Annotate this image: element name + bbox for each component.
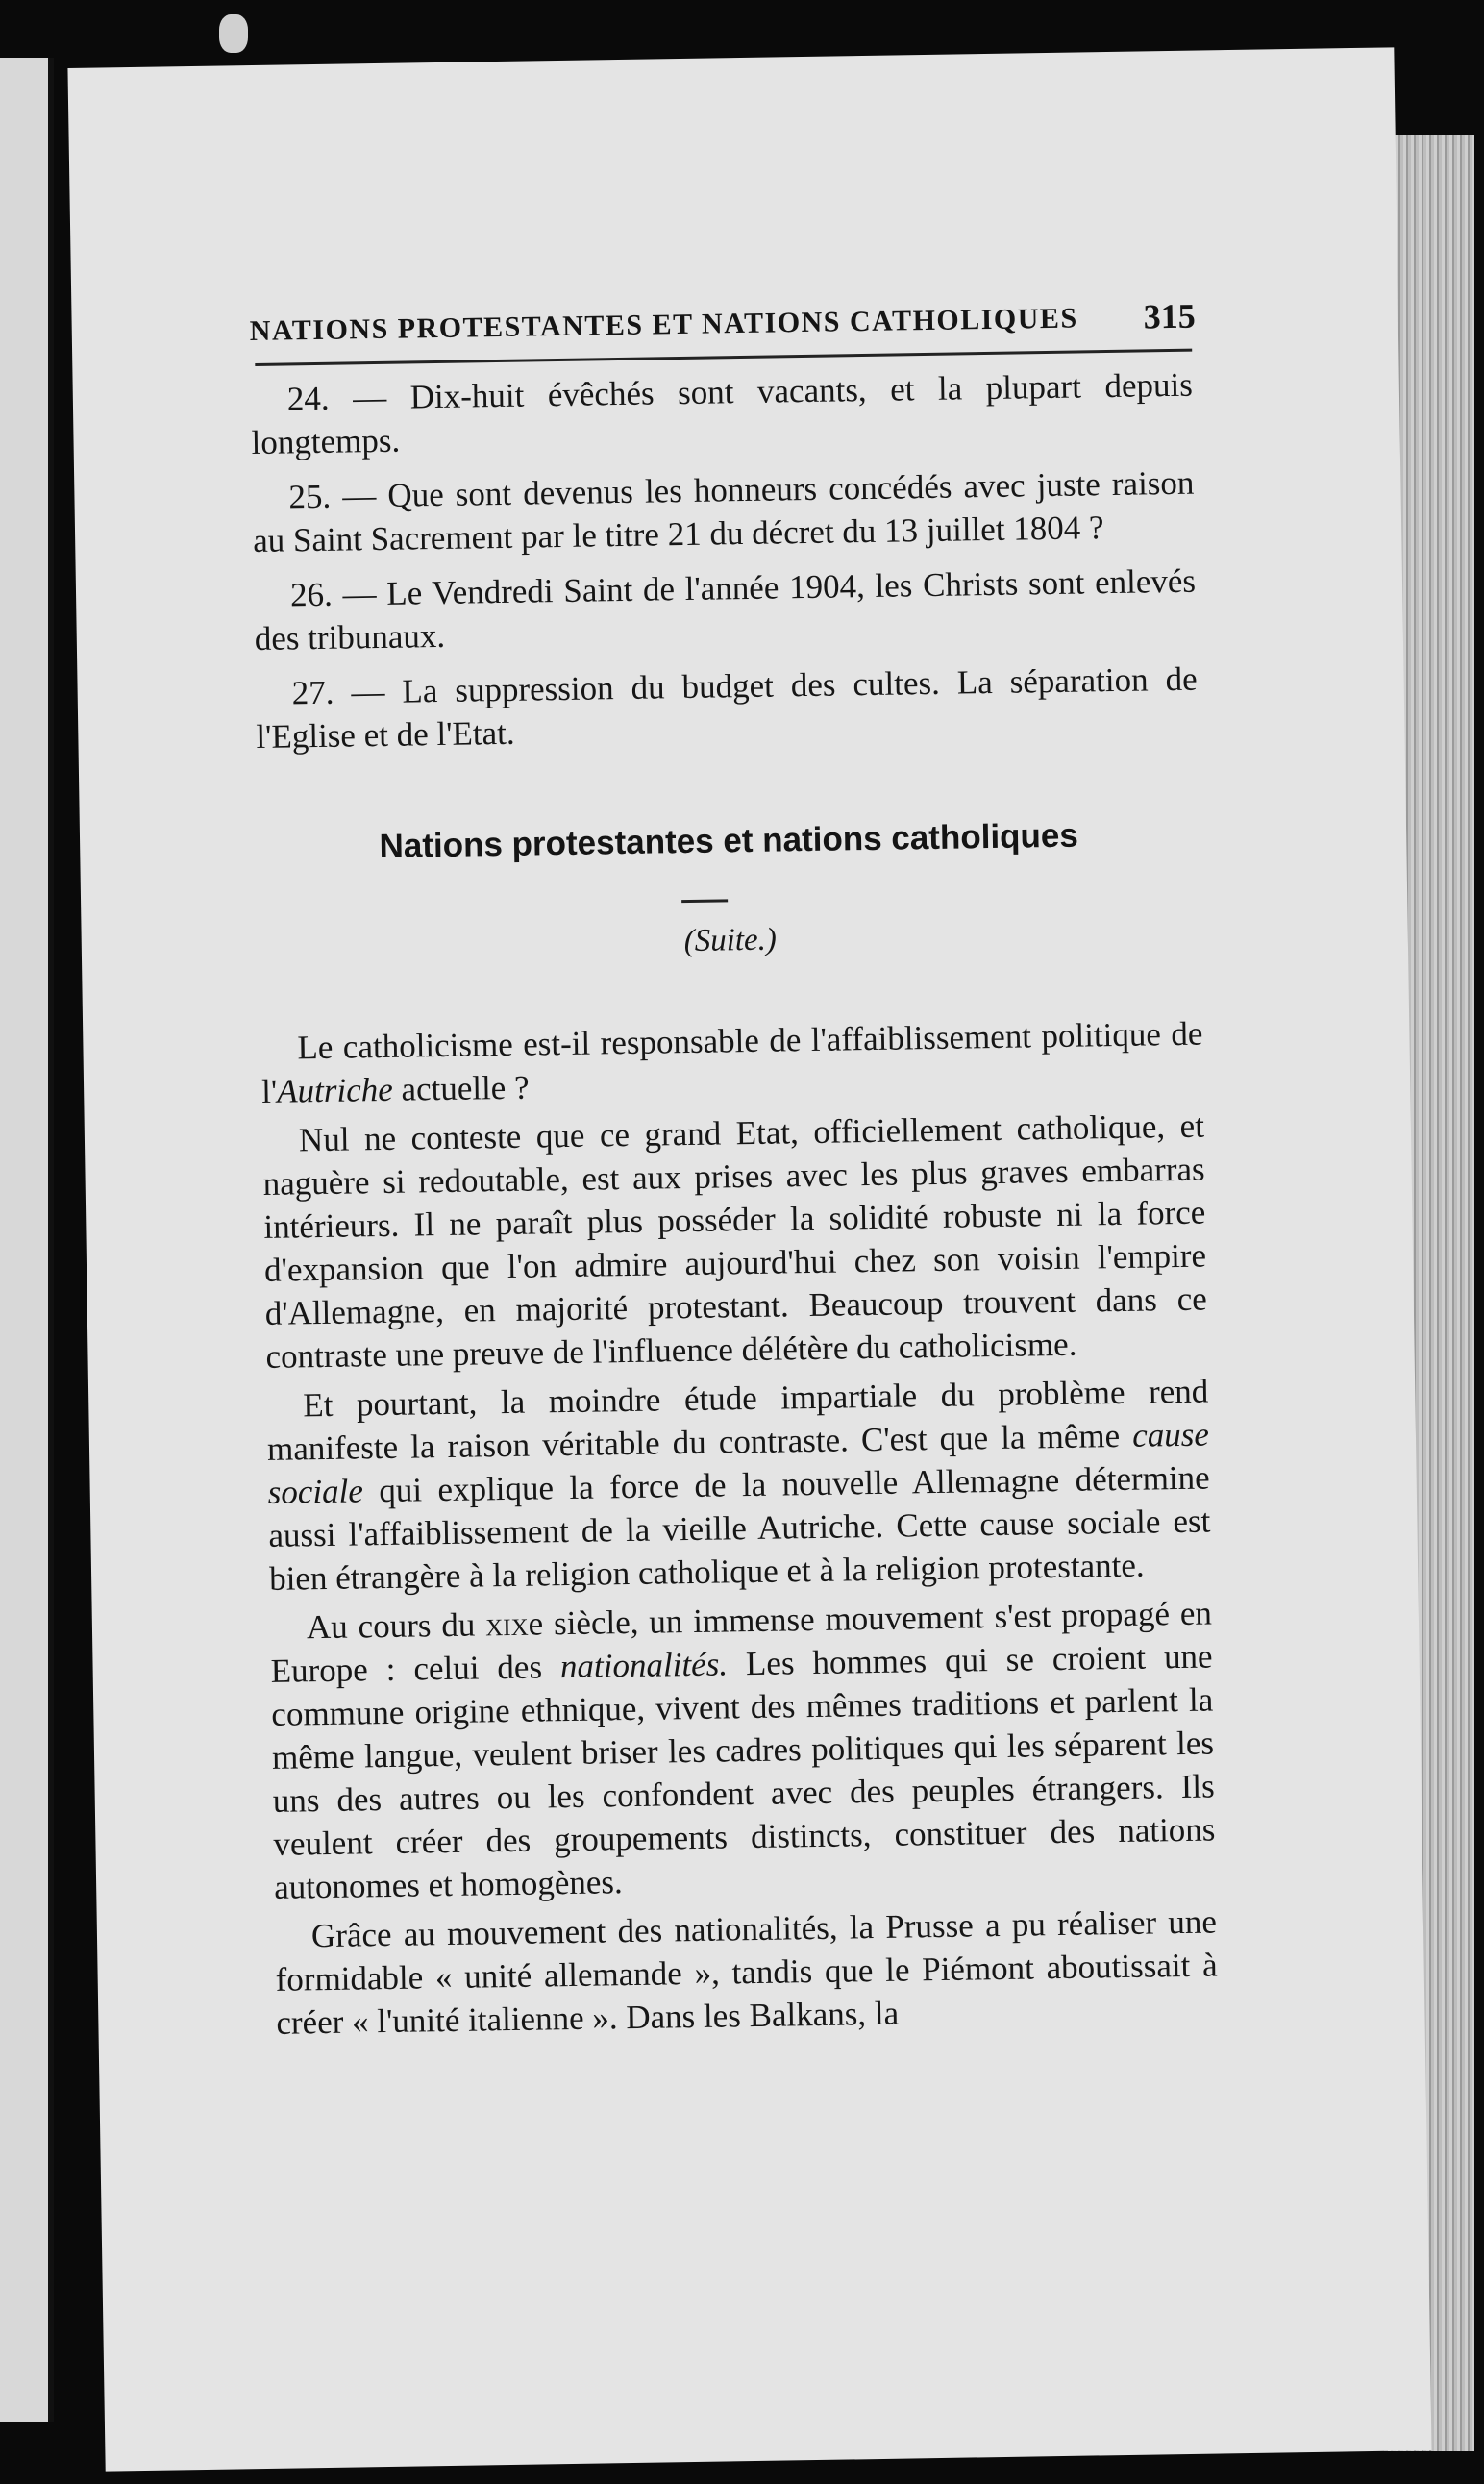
paragraph-1: [260, 1012, 1203, 1113]
text-run: e siècle, un immense mouvement s'est propagé en Europe : celui des: [270, 1594, 1213, 1690]
paragraph-5: Grâce au mouvement des nationalités, la Prusse a pu réaliser une formidable « unité allemande », tandis que le Piémont aboutissait à créer « l'unité italienne ». Dans les Balkans, la: [275, 1902, 1218, 2042]
text-run: Et pourtant, la moindre étude impartiale du problème rend manifeste la raison véritable du contraste. C'est que la même: [266, 1372, 1209, 1468]
text-run: Au cours du: [306, 1605, 486, 1647]
list-item: 25. — Que sont devenus les honneurs concédés avec juste raison au Saint Sacrement par le titre 21 du décret du 13 juillet 1804 ?: [252, 463, 1195, 560]
century-numeral: xix: [484, 1604, 529, 1644]
title-rule: [681, 899, 728, 903]
page-number: 315: [1143, 296, 1196, 336]
text-run: Les hommes qui se croient une commune origine ethnique, vivent des mêmes traditions et parlent la même langue, veulent briser les cadres politiques qui les séparent les uns des autres ou les confondent avec des peuples étrangers. Ils veulent créer des groupements distincts, constituer des nations autonomes et homogènes.: [271, 1637, 1216, 1906]
list-item: 26. — Le Vendredi Saint de l'année 1904, les Christs sont enlevés des tribunaux.: [254, 561, 1197, 658]
paragraph-2: Nul ne conteste que ce grand Etat, officiellement catholique, et naguère si redoutable, est aux prises avec les plus graves embarras intérieurs. Il ne paraît plus posséder la solidité robuste ni la force d'expansion que l'on admire aujourd'hui chez son voisin l'empire d'Allemagne, en majorité protestant. Beaucoup trouvent dans ce contraste une preuve de l'influence délétère du catholicisme.: [262, 1106, 1208, 1376]
body-text: [260, 1012, 1219, 2050]
previous-page-edge: [0, 58, 54, 2422]
section-subtitle: (Suite.): [683, 922, 778, 959]
paragraph-4: [270, 1591, 1217, 1908]
scan-artifact: [219, 14, 248, 53]
emphasis: Autriche: [276, 1070, 394, 1110]
numbered-list: [251, 363, 1199, 770]
text-run: qui explique la force de la nouvelle Allemagne détermine aussi l'affaiblissement de la vieille Autriche. Cette cause sociale est bien étrangère à la religion catholique et à la religion protestante.: [268, 1458, 1211, 1598]
text-run: actuelle ?: [392, 1068, 530, 1108]
text-run: Le catholicisme est-il responsable de l'affaiblissement politique de l': [260, 1014, 1203, 1110]
list-item: 27. — La suppression du budget des cultes. La séparation de l'Eglise et de l'Etat.: [256, 659, 1198, 756]
running-title: NATIONS PROTESTANTES ET NATIONS CATHOLIQUES: [249, 302, 1078, 348]
list-item: 24. — Dix-huit évêchés sont vacants, et la plupart depuis longtemps.: [251, 365, 1194, 462]
section-title: Nations protestantes et nations catholiques: [379, 816, 1079, 865]
emphasis: cause sociale: [267, 1415, 1210, 1511]
emphasis: nationalités.: [559, 1645, 729, 1686]
book-page: [67, 47, 1431, 2471]
header-rule: [255, 349, 1192, 366]
paragraph-3: [266, 1370, 1211, 1601]
